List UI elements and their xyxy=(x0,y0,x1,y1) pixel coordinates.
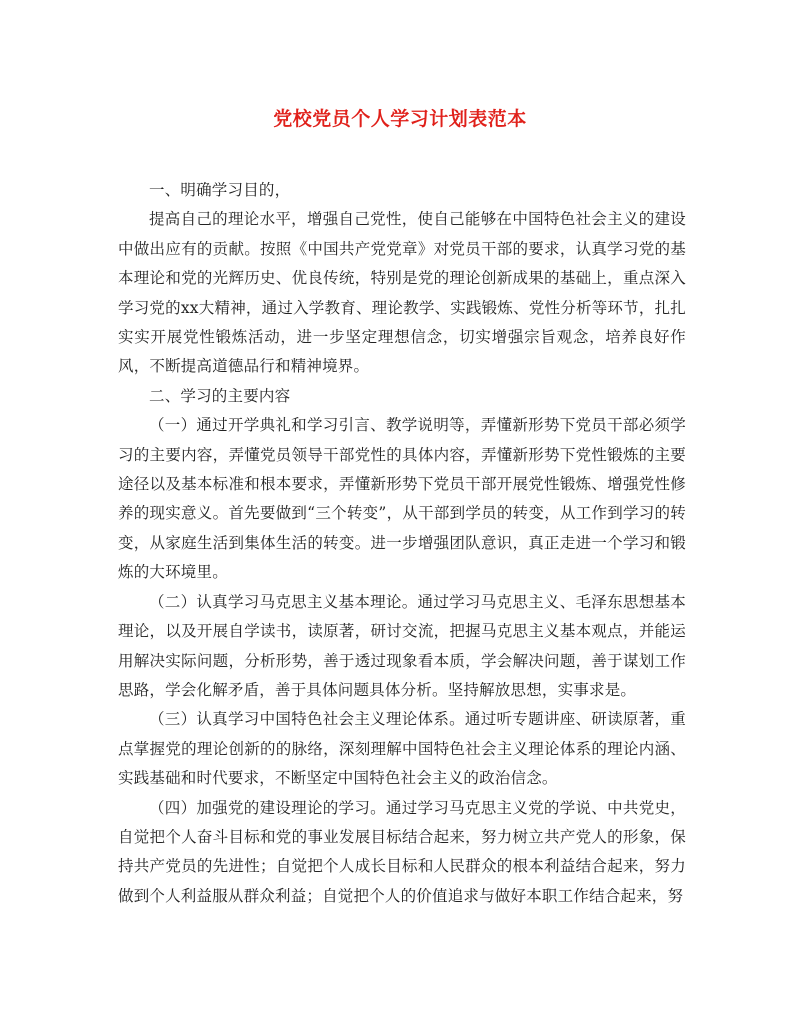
paragraph-item-2: （二）认真学习马克思主义基本理论。通过学习马克思主义、毛泽东思想基本理论，以及开展自学读书，读原著，研讨交流，把握马克思主义基本观点，并能运用解决实际问题，分析形势，善于透过现象看本质，学会解决问题，善于谋划工作思路，学会化解矛盾，善于具体问题具体分析。坚持解放思想，实事求是。 xyxy=(118,592,686,699)
section-heading-1: 一、明确学习目的， xyxy=(149,181,291,199)
paragraph-item-3: （三）认真学习中国特色社会主义理论体系。通过听专题讲座、研读原著，重点掌握党的理论创新的的脉络，深刻理解中国特色社会主义理论体系的理论内涵、实践基础和时代要求，不断坚定中国特色社会主义的政治信念。 xyxy=(118,710,686,788)
paragraph-purpose: 提高自己的理论水平，增强自己党性，使自己能够在中国特色社会主义的建设中做出应有的贡献。按照《中国共产党党章》对党员干部的要求，认真学习党的基本理论和党的光辉历史、优良传统，特别是党的理论创新成果的基础上，重点深入学习党的xx大精神，通过入学教育、理论教学、实践锻炼、党性分析等环节，扎扎实实开展党性锻炼活动，进一步坚定理想信念，切实增强宗旨观念，培养良好作风，不断提高道德品行和精神境界。 xyxy=(118,210,686,376)
paragraph-item-4: （四）加强党的建设理论的学习。通过学习马克思主义党的学说、中共党史，自觉把个人奋斗目标和党的事业发展目标结合起来，努力树立共产党人的形象，保持共产党员的先进性；自觉把个人成长目标和人民群众的根本利益结合起来，努力做到个人利益服从群众利益；自觉把个人的价值追求与做好本职工作结合起来，努 xyxy=(118,798,686,905)
section-heading-2: 二、学习的主要内容 xyxy=(149,386,291,405)
document-title: 党校党员个人学习计划表范本 xyxy=(273,108,527,130)
paragraph-item-1: （一）通过开学典礼和学习引言、教学说明等，弄懂新形势下党员干部必须学习的主要内容，弄懂党员领导干部党性的具体内容，弄懂新形势下党性锻炼的主要途径以及基本标准和根本要求，弄懂新形势下党员干部开展党性锻炼、增强党性修养的现实意义。首先要做到“三个转变”，从干部到学员的转变，从工作到学习的转变，从家庭生活到集体生活的转变。进一步增强团队意识，真正走进一个学习和锻炼的大环境里。 xyxy=(118,416,686,582)
document-body xyxy=(118,176,686,911)
